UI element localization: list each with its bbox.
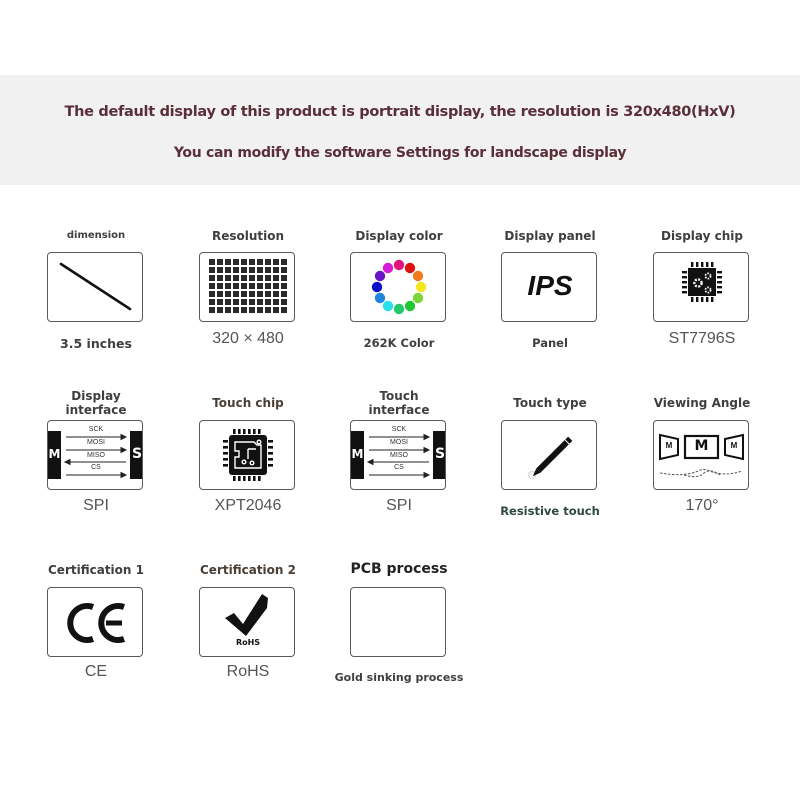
ips-text-icon: IPS: [527, 270, 573, 301]
spec-title: dimension: [66, 230, 126, 241]
spi-signal-sck: SCK: [88, 426, 104, 433]
spec-display-interface: [21, 387, 171, 517]
spec-value: SPI: [386, 497, 412, 514]
viewing-angle-icon: [654, 421, 749, 490]
spec-title: Touch type: [513, 396, 587, 410]
spec-touch-chip: [173, 387, 323, 517]
view-right-label: M: [730, 441, 738, 450]
chip-circuit-icon: [200, 421, 295, 490]
spec-icon-box: [653, 420, 749, 490]
banner-line-portrait: The default display of this product is portrait display, the resolution is 320x480(HxV): [64, 104, 736, 120]
spi-diagram-icon: [351, 421, 446, 490]
spec-title: Touch chip: [212, 396, 284, 410]
spec-title: Resolution: [211, 229, 285, 243]
spec-icon-box: [501, 420, 597, 490]
spi-diagram-icon: [48, 421, 143, 490]
spec-value: CE: [84, 663, 108, 680]
spec-title: Certification 1: [48, 563, 144, 577]
spec-certification-1: [21, 561, 171, 691]
spi-signal-cs: CS: [394, 464, 404, 471]
info-banner: [0, 75, 800, 185]
spi-master-label: M: [351, 447, 364, 461]
spec-icon-box: [199, 252, 295, 322]
spec-title: Certification 2: [200, 563, 296, 577]
spi-slave-label: S: [434, 446, 446, 462]
spec-icon-box: [350, 587, 446, 657]
spec-title: PCB process: [350, 561, 448, 577]
stylus-pen-icon: [502, 421, 597, 490]
spec-icon-box: [47, 252, 143, 322]
spec-value: Panel: [532, 336, 568, 350]
spec-value: ST7796S: [668, 330, 736, 347]
spi-slave-label: S: [131, 446, 143, 462]
spec-icon-box: [47, 420, 143, 490]
spec-icon-box: [199, 587, 295, 657]
spec-value: 262K Color: [363, 336, 435, 350]
spec-value: 320 × 480: [212, 330, 284, 347]
spi-signal-sck: SCK: [391, 426, 407, 433]
spec-value: RoHS: [226, 663, 270, 680]
spec-viewing-angle: [627, 387, 777, 517]
spi-signal-cs: CS: [91, 464, 101, 471]
spec-title-line1: Display: [71, 389, 121, 403]
spec-display-color: [324, 228, 474, 358]
spec-value: 3.5 inches: [60, 336, 132, 351]
spec-resolution: [173, 228, 323, 358]
rohs-badge-text: RoHS: [235, 638, 261, 647]
banner-line-landscape: You can modify the software Settings for landscape display: [173, 145, 627, 161]
spec-value: Resistive touch: [500, 504, 600, 518]
spec-display-panel: [475, 228, 625, 358]
chip-gears-icon: [654, 253, 749, 322]
spi-master-label: M: [48, 447, 61, 461]
color-wheel-icon: [351, 253, 446, 322]
spec-title-line2: interface: [368, 403, 430, 417]
spec-pcb-process: [324, 561, 474, 691]
spec-title: Viewing Angle: [653, 396, 751, 410]
pixel-grid-icon: [200, 253, 295, 322]
spec-certification-2: [173, 561, 323, 691]
spec-title: Display panel: [504, 229, 596, 243]
spec-title: Display chip: [660, 229, 743, 243]
spec-value: XPT2046: [214, 497, 282, 514]
spec-value: 170°: [685, 497, 719, 514]
spec-icon-box: [350, 252, 446, 322]
view-center-label: M: [694, 438, 709, 454]
spec-icon-box: [350, 420, 446, 490]
spec-icon-box: [653, 252, 749, 322]
view-left-label: M: [665, 441, 673, 450]
spi-signal-miso: MISO: [390, 452, 408, 459]
spec-icon-box: [47, 587, 143, 657]
spi-signal-miso: MISO: [87, 452, 105, 459]
spi-signal-mosi: MOSI: [87, 439, 105, 446]
spi-signal-mosi: MOSI: [390, 439, 408, 446]
spec-value: Gold sinking process: [334, 671, 464, 684]
spec-title: Display color: [355, 229, 443, 243]
spec-dimension: [21, 228, 171, 358]
spec-icon-box: [501, 252, 597, 322]
ce-mark-icon: [48, 588, 143, 657]
spec-touch-type: [475, 387, 625, 517]
diagonal-line-icon: [48, 253, 143, 322]
spec-touch-interface: [324, 387, 474, 517]
spec-value: SPI: [83, 497, 109, 514]
spec-icon-box: [199, 420, 295, 490]
spec-display-chip: [627, 228, 777, 358]
spec-title-line1: Touch: [379, 389, 419, 403]
spec-title-line2: interface: [65, 403, 127, 417]
